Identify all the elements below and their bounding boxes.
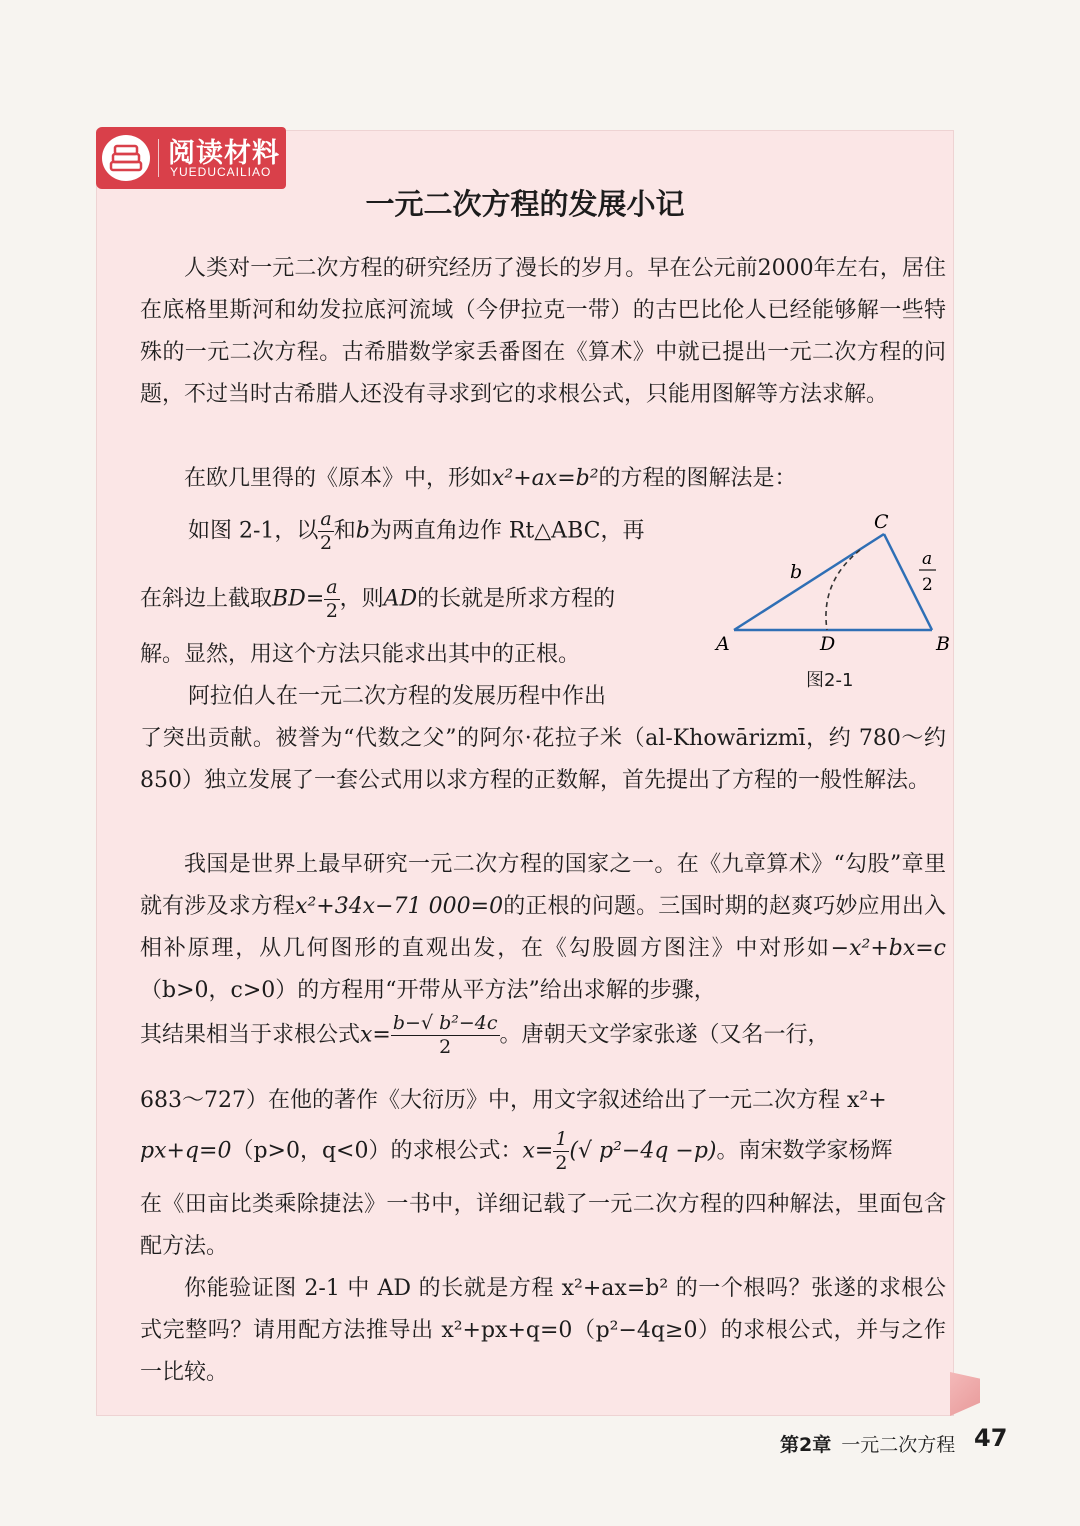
p2-equation: x²+ax=b² [492,466,599,491]
label-a: A [716,633,730,655]
paragraph-2 [140,458,946,500]
p4-text-a: 在斜边上截取 [140,586,273,612]
fraction-a-over-2: $\frac{a}{2}$ [320,508,333,554]
paragraph-9: 683～727）在他的著作《大衍历》中，用文字叙述给出了一元二次方程 x²+ [140,1088,887,1113]
p3-text-a: 如图 2-1，以 [188,518,319,544]
p8-x-eq: x= [360,1022,391,1048]
p10-text-b: （p>0，q<0）的求根公式： [231,1138,523,1164]
paragraph-4 [140,578,700,621]
badge-divider [158,139,159,177]
p4-text-c: ，则 [339,586,384,612]
label-c: C [874,511,889,533]
p8-text-a: 其结果相当于求根公式 [140,1022,361,1048]
page-number: 47 [974,1424,1008,1452]
p7-equation-2: −x²+bx=c [830,936,946,961]
paragraph-8 [140,1014,946,1057]
paragraph-10 [140,1130,946,1173]
p10-root-expr: (√ p²−4q −p) [569,1138,717,1164]
p10-x-eq: x= [522,1138,554,1164]
p8-text-b: 。唐朝天文学家张遂（又名一行， [499,1022,830,1048]
label-side-a-num: a [922,549,933,569]
figure-caption: 图2-1 [806,670,854,691]
p7-equation: x²+34x−71 000=0 [295,894,504,919]
chapter-title: 一元二次方程 [841,1434,956,1456]
triangle-diagram [712,506,952,686]
p3-var-b: b [355,518,370,544]
paragraph-11: 在《田亩比类乘除捷法》一书中，详细记载了一元二次方程的四种解法，里面包含配方法。 [140,1192,946,1259]
p3-text-b: 和 [333,518,356,544]
p4-text-e: 的长就是所求方程的 [417,586,616,612]
p7-text-a: 我国是世界上最早研究一元二次方程的国家之一。在《九章算术》“勾股”章里就有涉及求方程 [140,852,946,919]
p4-ad: AD [383,586,418,612]
quadratic-fraction: $\frac{\text{b−√ b²−4c}}{2}$ [392,1012,498,1058]
p4-bd: BD= [272,586,325,612]
label-side-a-den: 2 [922,575,933,595]
fraction-one-half: $\frac{1}{2}$ [555,1128,568,1174]
paragraph-6a [140,676,700,718]
badge-subtitle: YUEDUCAILIAO [170,165,272,179]
p7-text-c: （b>0，c>0）的方程用“开带从平方法”给出求解的步骤， [140,978,716,1003]
p7-text-b: 的正根的问题。三国时期的赵爽巧妙应用出入相补原理，从几何图形的直观出发，在《勾股圆方图注》中对形如 [140,894,946,961]
article-title: 一元二次方程的发展小记 [365,187,685,221]
p10-text-d: 。南宋数学家杨辉 [716,1138,893,1164]
badge-title: 阅读材料 [168,138,280,169]
p2-text-b: 的方程的图解法是： [598,466,797,491]
paragraph-3 [140,510,700,553]
p3-text-c: 为两直角边作 Rt△ABC，再 [369,518,645,544]
page-corner-fold [950,1372,980,1416]
paragraph-6b: 了突出贡献。被誉为“代数之父”的阿尔·花拉子米（al-Khowārizmī，约 780～约 850）独立发展了一套公式用以求方程的正数解，首先提出了方程的一般性解法。 [140,726,946,793]
fraction-a-over-2-bd: $\frac{a}{2}$ [325,576,338,622]
paragraph-1: 人类对一元二次方程的研究经历了漫长的岁月。早在公元前2000年左右，居住在底格里斯河和幼发拉底河流域（今伊拉克一带）的古巴比伦人已经能够解一些特殊的一元二次方程。古希腊数学家丢番图在《算术》中就已提出一元二次方程的问题，不过当时古希腊人还没有寻求到它的求根公式，只能用图解等方法求解。 [140,256,946,407]
label-d: D [820,633,836,655]
paragraph-12: 你能验证图 2-1 中 AD 的长就是方程 x²+ax=b² 的一个根吗？张遂的求根公式完整吗？请用配方法推导出 x²+px+q=0（p²−4q≥0）的求根公式，并与之作一比较。 [140,1276,946,1385]
side-ac [734,534,884,630]
reading-material-badge [96,127,286,189]
label-side-b: b [790,561,803,583]
chapter-number: 第2章 [780,1434,832,1456]
books-icon [102,135,150,181]
figure-2-1 [712,506,952,686]
label-b-vertex: B [936,633,950,655]
paragraph-7 [140,844,946,1012]
p6-text-a: 阿拉伯人在一元二次方程的发展历程中作出 [188,684,607,709]
paragraph-5: 解。显然，用这个方法只能求出其中的正根。 [140,642,581,667]
arc-cd [826,550,860,630]
p10-equation: px+q=0 [140,1138,232,1164]
p2-text-a: 在欧几里得的《原本》中，形如 [184,466,493,491]
footer-chapter [780,1430,955,1457]
